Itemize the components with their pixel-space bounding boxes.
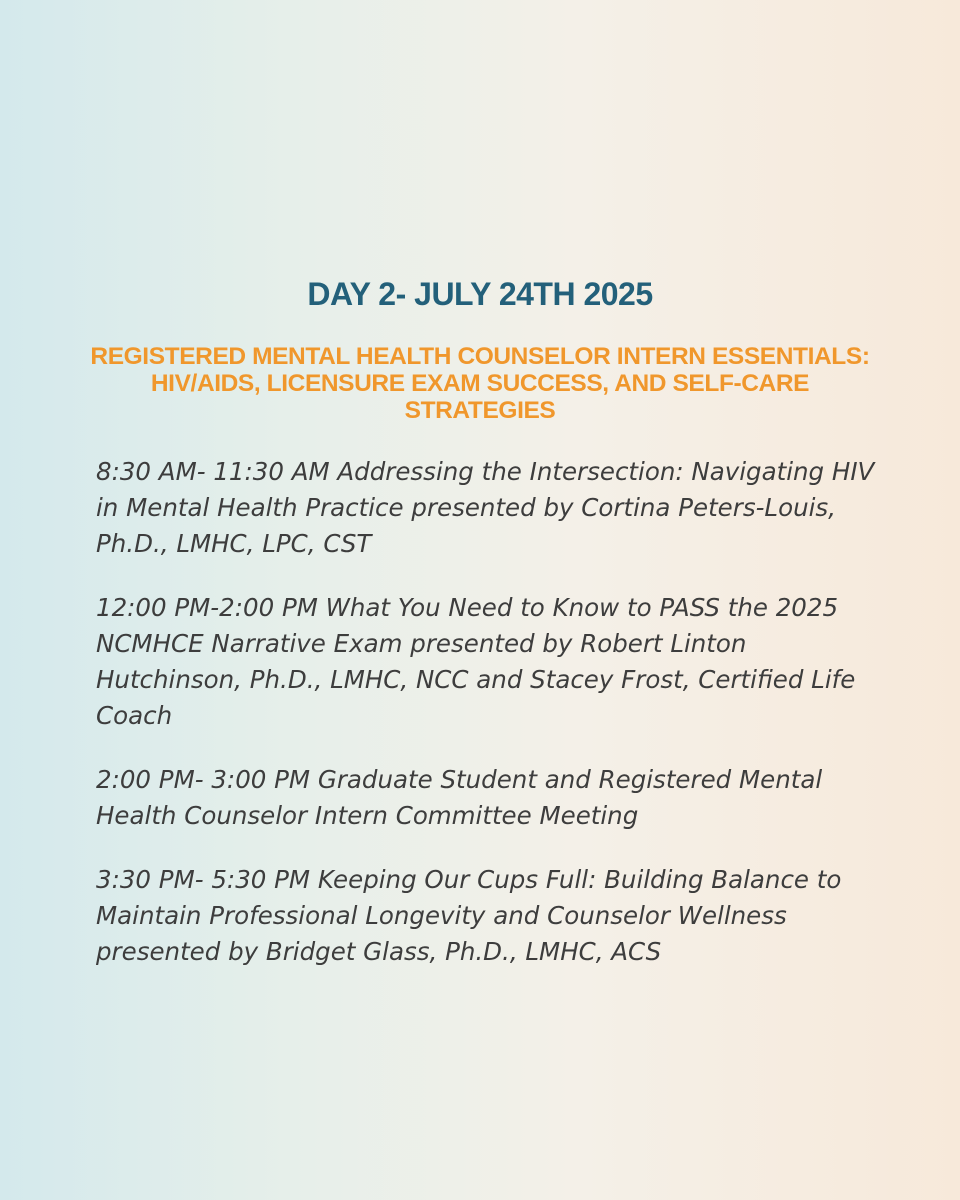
session-item: 12:00 PM-2:00 PM What You Need to Know to PASS the 2025 NCMHCE Narrative Exam presented by Robert Linton Hutchinson, Ph.D., LMHC, NCC and Stacey Frost, Certified Life Coach xyxy=(96,593,856,730)
day-title: DAY 2- JULY 24TH 2025 xyxy=(307,276,653,312)
session-item: 3:30 PM- 5:30 PM Keeping Our Cups Full: Building Balance to Maintain Professional Longevity and Counselor Wellness presented by Bridget Glass, Ph.D., LMHC, ACS xyxy=(96,865,842,966)
session-list xyxy=(96,454,896,998)
session-item: 2:00 PM- 3:00 PM Graduate Student and Registered Mental Health Counselor Intern Committee Meeting xyxy=(96,765,823,830)
session-item: 8:30 AM- 11:30 AM Addressing the Intersection: Navigating HIV in Mental Health Practice presented by Cortina Peters-Louis, Ph.D., LMHC, LPC, CST xyxy=(96,457,875,558)
event-subtitle: REGISTERED MENTAL HEALTH COUNSELOR INTERN ESSENTIALS: HIV/AIDS, LICENSURE EXAM SUCCESS, AND SELF-CARE STRATEGIES xyxy=(90,343,870,424)
